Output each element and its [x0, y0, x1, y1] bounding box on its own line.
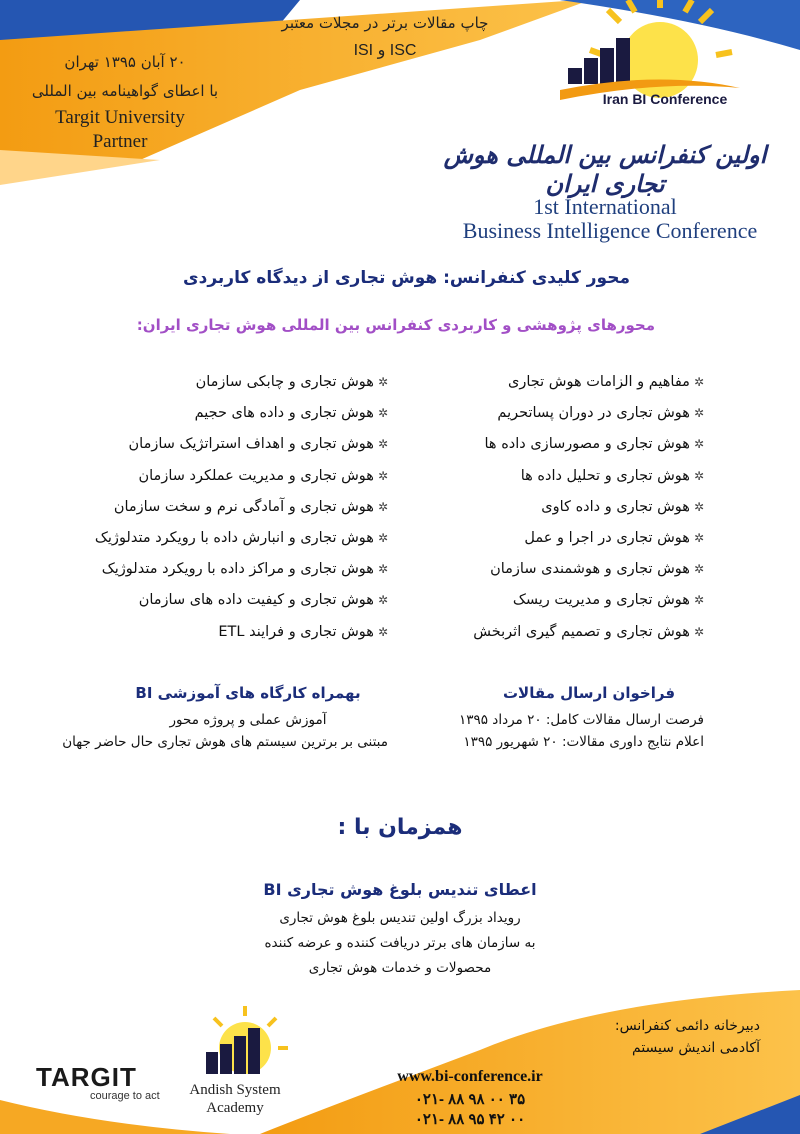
list-item: ✲هوش تجاری و فرایند ETL [218, 623, 388, 640]
topics-right-list [374, 374, 704, 655]
simultaneous-heading: همزمان با : [337, 815, 463, 840]
bullet-icon: ✲ [693, 593, 704, 608]
phone-number-1: ۰۲۱- ۸۸ ۹۸ ۰۰ ۳۵ [414, 1091, 526, 1108]
festival-line-3: محصولات و خدمات هوش تجاری [308, 960, 492, 976]
bullet-icon: ✲ [693, 499, 704, 514]
bullet-icon: ✲ [377, 530, 388, 545]
event-date: ۲۰ آبان ۱۳۹۵ تهران [64, 53, 186, 71]
bullet-icon: ✲ [377, 468, 388, 483]
secretariat-label: دبیرخانه دائمی کنفرانس: [614, 1018, 760, 1034]
list-item: ✲هوش تجاری و انبارش داده با رویکرد متدلوژیک [94, 529, 388, 546]
workshops [18, 684, 388, 750]
bullet-icon: ✲ [377, 499, 388, 514]
bullet-icon: ✲ [693, 375, 704, 389]
bullet-icon: ✲ [693, 406, 704, 421]
partner-line-1: Targit University [55, 107, 185, 128]
topics-left-list [48, 374, 388, 655]
andish-line-2: Academy [206, 1100, 264, 1116]
list-item: ✲هوش تجاری و آمادگی نرم و سخت سازمان [113, 498, 388, 515]
andish-system-logo [206, 1006, 288, 1074]
secretariat-name: آکادمی اندیش سیستم [632, 1040, 760, 1056]
list-item: ✲هوش تجاری و مصورسازی داده ها [484, 436, 704, 453]
targit-slogan: courage to act [90, 1090, 160, 1102]
festival-line-1: رویداد بزرگ اولین تندیس بلوغ هوش تجاری [279, 910, 521, 926]
list-item: ✲هوش تجاری و مراکز داده با رویکرد متدلوژیک [101, 561, 388, 578]
list-item: ✲هوش تجاری و اهداف استراتژیک سازمان [128, 436, 388, 453]
bullet-icon: ✲ [693, 437, 704, 452]
call-for-papers [404, 684, 704, 750]
persian-title: اولین کنفرانس بین المللی هوش تجاری ایران [443, 140, 767, 198]
bullet-icon: ✲ [377, 375, 388, 389]
list-item: ✲هوش تجاری و تصمیم گیری اثربخش [473, 623, 704, 640]
list-item: ✲هوش تجاری و چابکی سازمان [195, 374, 388, 390]
research-heading: محورهای پژوهشی و کاربردی کنفرانس بین المللی هوش تجاری ایران: [136, 316, 655, 334]
bullet-icon: ✲ [693, 530, 704, 545]
list-item: ✲هوش تجاری و داده های حجیم [194, 405, 388, 422]
brand-text: Iran BI Conference [602, 91, 728, 107]
workshops-line-2: مبتنی بر برترین سیستم های هوش تجاری حال حاضر جهان [62, 734, 388, 750]
partner-line-2: Partner [92, 131, 148, 152]
list-item: ✲هوش تجاری در اجرا و عمل [524, 529, 704, 546]
review-results-date: اعلام نتایج داوری مقالات: ۲۰ شهریور ۱۳۹۵ [463, 734, 704, 750]
workshops-line-1: آموزش عملی و پروژه محور [169, 712, 327, 728]
andish-line-1: Andish System [189, 1082, 281, 1098]
bullet-icon: ✲ [377, 624, 388, 639]
top-print-note: چاپ مقالات برتر در مجلات معتبر [281, 14, 489, 32]
bullet-icon: ✲ [693, 562, 704, 577]
list-item: ✲هوش تجاری و داده کاوی [541, 498, 704, 515]
bullet-icon: ✲ [693, 468, 704, 483]
bullet-icon: ✲ [377, 437, 388, 452]
festival-line-2: به سازمان های برتر دریافت کننده و عرضه کننده [264, 935, 536, 951]
list-item: ✲هوش تجاری در دوران پساتحریم [497, 405, 704, 422]
list-item: ✲هوش تجاری و هوشمندی سازمان [490, 561, 704, 578]
list-item: ✲هوش تجاری و تحلیل داده ها [520, 467, 704, 484]
top-index-note: ISI و ISC [353, 42, 417, 59]
bullet-icon: ✲ [377, 406, 388, 421]
list-item: ✲هوش تجاری و کیفیت داده های سازمان [138, 592, 388, 609]
list-item: ✲هوش تجاری و مدیریت ریسک [512, 592, 704, 609]
workshops-heading: بهمراه کارگاه های آموزشی BI [135, 684, 361, 702]
english-title-line-1: 1st International [533, 194, 677, 219]
call-for-papers-heading: فراخوان ارسال مقالات [502, 684, 676, 702]
partner-badge [0, 106, 240, 154]
targit-logo: TARGIT [36, 1062, 137, 1092]
festival-heading: اعطای تندیس بلوغ هوش تجاری BI [263, 880, 537, 899]
bullet-icon: ✲ [377, 562, 388, 577]
website-link[interactable]: www.bi-conference.ir [397, 1068, 543, 1085]
bullet-icon: ✲ [377, 593, 388, 608]
certificate-note: با اعطای گواهینامه بین المللی [31, 82, 219, 100]
bullet-icon: ✲ [693, 624, 704, 639]
main-theme: محور کلیدی کنفرانس: هوش تجاری از دیدگاه کاربردی [183, 268, 630, 288]
list-item: ✲هوش تجاری و مدیریت عملکرد سازمان [138, 467, 388, 484]
submission-deadline: فرصت ارسال مقالات کامل: ۲۰ مرداد ۱۳۹۵ [459, 712, 704, 728]
list-item: ✲مفاهیم و الزامات هوش تجاری [507, 374, 704, 390]
english-title-line-2: Business Intelligence Conference [462, 218, 758, 243]
phone-number-2: ۰۲۱- ۸۸ ۹۵ ۴۲ ۰۰ [414, 1111, 526, 1128]
